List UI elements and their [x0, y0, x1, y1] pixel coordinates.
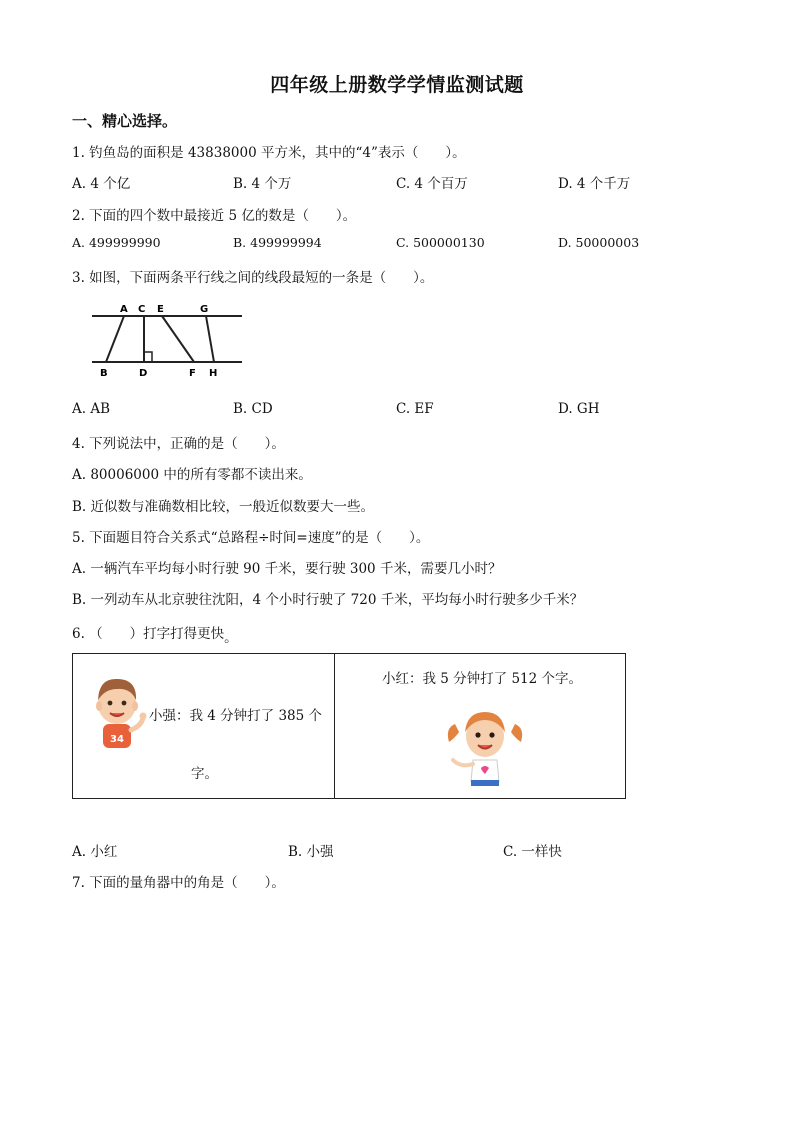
q1-option-a: A. 4 个亿 — [72, 176, 131, 192]
xiaoqiang-statement-line2: 字。 — [191, 766, 218, 782]
segment-ef — [162, 316, 194, 362]
q3-option-b: B. CD — [233, 401, 273, 417]
question-7: 7. 下面的量角器中的角是（ ）。 — [72, 875, 285, 891]
q6-option-a: A. 小红 — [72, 844, 118, 860]
q2-option-b: B. 499999994 — [233, 235, 322, 250]
label-a: A — [120, 304, 128, 315]
q2-option-d: D. 50000003 — [558, 235, 640, 250]
q1-option-b: B. 4 个万 — [233, 176, 292, 192]
boy-shirt-number: 34 — [110, 734, 124, 745]
segment-gh — [206, 316, 214, 362]
table-divider — [334, 654, 335, 798]
question-5: 5. 下面题目符合关系式“总路程÷时间=速度”的是（ ）。 — [72, 530, 430, 546]
q4-option-a: A. 80006000 中的所有零都不读出来。 — [72, 467, 312, 483]
q6-option-c: C. 一样快 — [503, 844, 562, 860]
question-3: 3. 如图，下面两条平行线之间的线段最短的一条是（ ）。 — [72, 270, 434, 286]
q3-option-c: C. EF — [396, 401, 434, 417]
q5-option-a: A. 一辆汽车平均每小时行驶 90 千米，要行驶 300 千米，需要几小时？ — [72, 561, 502, 577]
question-4: 4. 下列说法中，正确的是（ ）。 — [72, 436, 285, 452]
q1-option-d: D. 4 个千万 — [558, 176, 631, 192]
label-b: B — [100, 368, 108, 379]
question-2: 2. 下面的四个数中最接近 5 亿的数是（ ）。 — [72, 208, 357, 224]
q1-option-c: C. 4 个百万 — [396, 176, 468, 192]
label-d: D — [139, 368, 148, 379]
question-6-period: 。 — [224, 630, 238, 646]
q6-option-b: B. 小强 — [288, 844, 334, 860]
girl-illustration — [445, 702, 525, 790]
q2-option-a: A. 499999990 — [72, 235, 161, 250]
boy-illustration — [93, 672, 147, 754]
xiaoqiang-statement-line1: 小强：我 4 分钟打了 385 个 — [149, 708, 323, 724]
q3-option-d: D. GH — [558, 401, 600, 417]
label-h: H — [209, 368, 218, 379]
page-title: 四年级上册数学学情监测试题 — [270, 74, 524, 96]
typing-comparison-table — [72, 653, 626, 799]
question-6-text: 6. （ ）打字打得更快 — [72, 626, 225, 642]
label-f: F — [189, 368, 196, 379]
label-g: G — [200, 304, 209, 315]
q2-option-c: C. 500000130 — [396, 235, 485, 250]
label-c: C — [138, 304, 146, 315]
question-1: 1. 钓鱼岛的面积是 43838000 平方米，其中的“4”表示（ ）。 — [72, 145, 466, 161]
q5-option-b: B. 一列动车从北京驶往沈阳，4 个小时行驶了 720 千米，平均每小时行驶多少千米？ — [72, 592, 584, 608]
section-heading: 一、精心选择。 — [72, 112, 178, 130]
parallel-lines-figure — [90, 300, 250, 382]
q3-option-a: A. AB — [72, 401, 111, 417]
q4-option-b: B. 近似数与准确数相比较，一般近似数要大一些。 — [72, 499, 375, 515]
question-6 — [72, 622, 238, 646]
segment-ab — [106, 316, 124, 362]
right-angle-mark — [144, 352, 152, 362]
xiaohong-statement: 小红：我 5 分钟打了 512 个字。 — [382, 671, 583, 687]
label-e: E — [157, 304, 164, 315]
